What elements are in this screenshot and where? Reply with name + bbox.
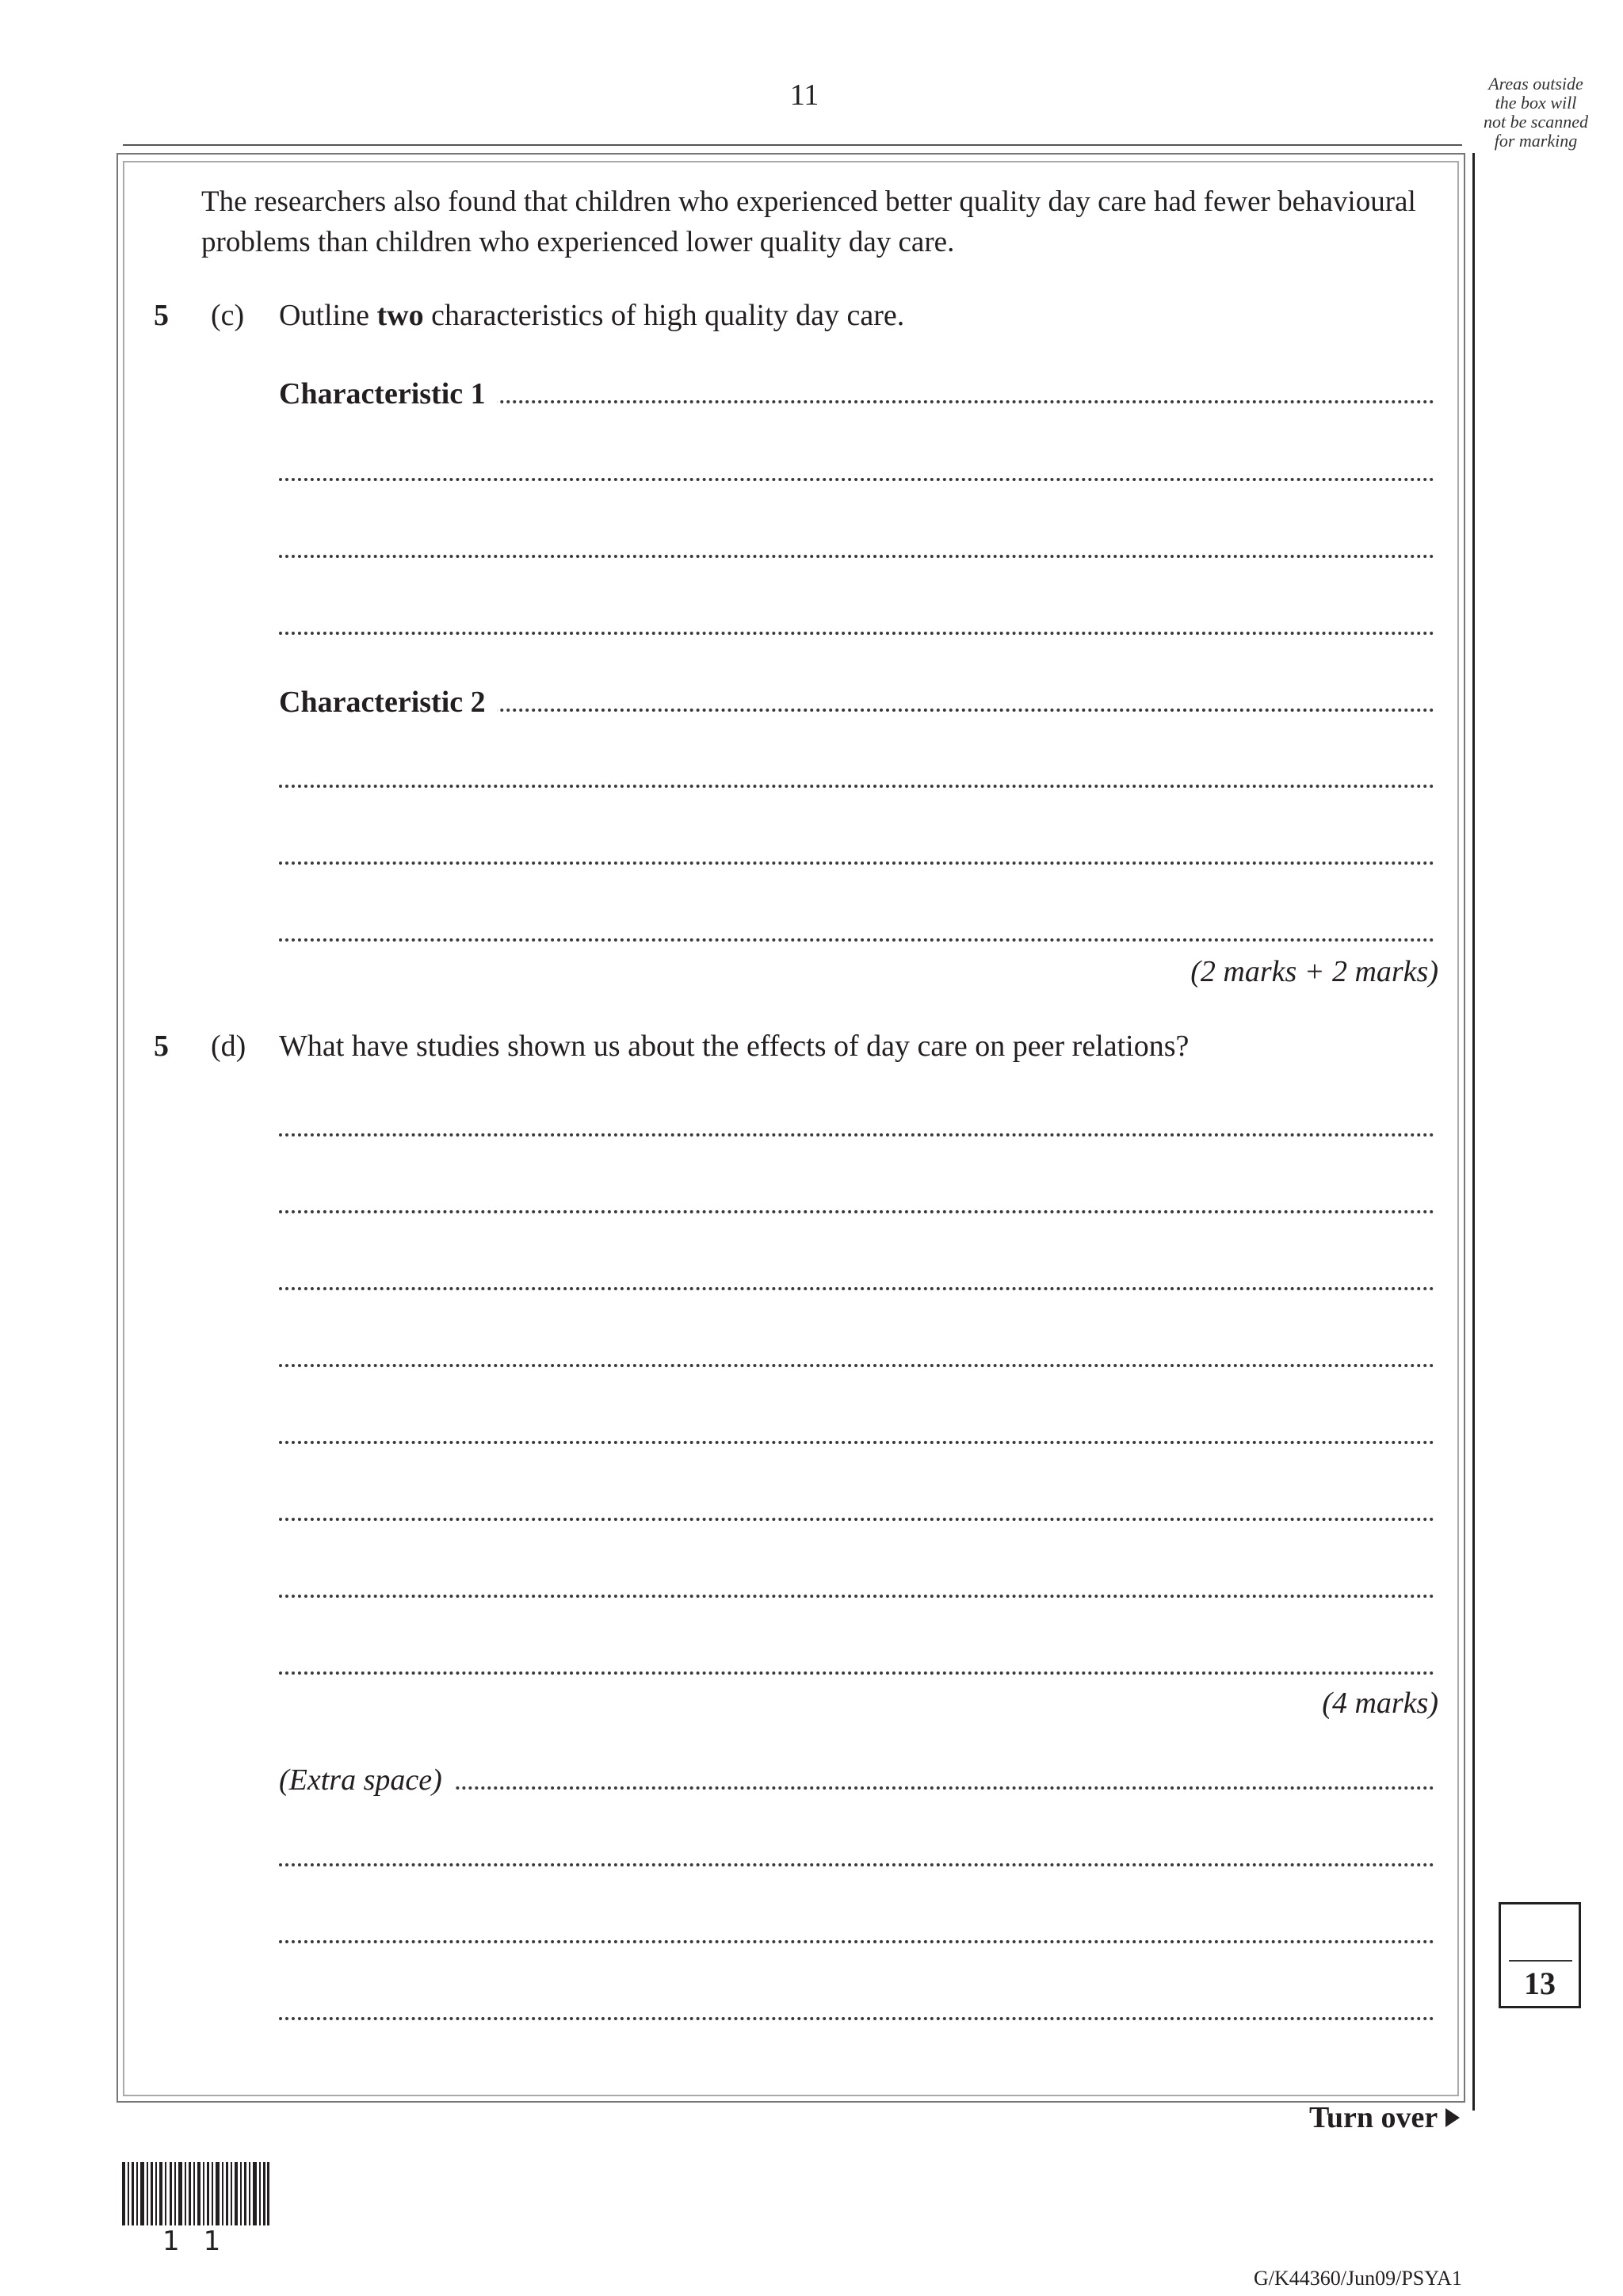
question-text: What have studies shown us about the effects of day care on peer relations? [279,1030,1190,1063]
page-number: 11 [789,78,819,112]
answer-line[interactable] [279,1133,1434,1137]
marks-allocation: (4 marks) [1322,1687,1438,1720]
document-code: G/K44360/Jun09/PSYA1 [1254,2267,1462,2290]
answer-line[interactable] [279,1210,1434,1213]
margin-note [1457,74,1615,151]
answer-line[interactable] [279,1441,1434,1444]
answer-line[interactable] [279,478,1434,481]
question-part: (c) [211,299,245,332]
answer-line[interactable] [279,2017,1434,2020]
answer-line[interactable] [279,861,1434,865]
answer-line[interactable] [279,632,1434,635]
answer-line[interactable] [279,938,1434,942]
answer-line[interactable] [279,1287,1434,1290]
question-number: 5 [154,1030,169,1063]
answer-line[interactable] [279,1364,1434,1367]
answer-line[interactable] [279,1671,1434,1675]
question-text-emphasis: two [376,299,424,332]
margin-note-line: the box will [1495,93,1577,113]
answer-line[interactable] [279,1595,1434,1598]
answer-line[interactable] [279,1863,1434,1866]
margin-note-line: Areas outside [1488,74,1583,94]
answer-line[interactable] [279,1940,1434,1943]
turn-over-label: Turn over [1309,2101,1438,2134]
score-total: 13 [1524,1966,1556,2001]
question-part: (d) [211,1030,246,1063]
score-box [1499,1902,1581,2008]
answer-line[interactable] [279,785,1434,788]
characteristic-2-label: Characteristic 2 [279,686,497,718]
turn-over [1309,2100,1460,2135]
margin-rule [1472,153,1475,2111]
barcode-number: 11 [162,2225,245,2257]
top-rule [123,144,1462,146]
score-box-rule [1509,1960,1572,1962]
margin-note-line: for marking [1494,131,1578,151]
answer-line[interactable] [279,555,1434,558]
marks-allocation: (2 marks + 2 marks) [1190,955,1438,988]
question-number: 5 [154,299,169,332]
characteristic-1-label: Characteristic 1 [279,378,497,410]
answer-frame-inner [123,161,1459,2096]
barcode [122,2162,269,2225]
question-text-part: characteristics of high quality day care. [423,299,905,332]
question-text-part: Outline [279,299,377,332]
arrow-right-icon [1445,2108,1460,2127]
question-text [279,298,904,333]
answer-line[interactable] [279,1518,1434,1521]
margin-note-line: not be scanned [1484,112,1588,132]
extra-space-label: (Extra space) [279,1764,453,1796]
intro-text: The researchers also found that children who experienced better quality day care had fewer behavioural problems than children who experienced lower quality day care. [201,185,1416,258]
